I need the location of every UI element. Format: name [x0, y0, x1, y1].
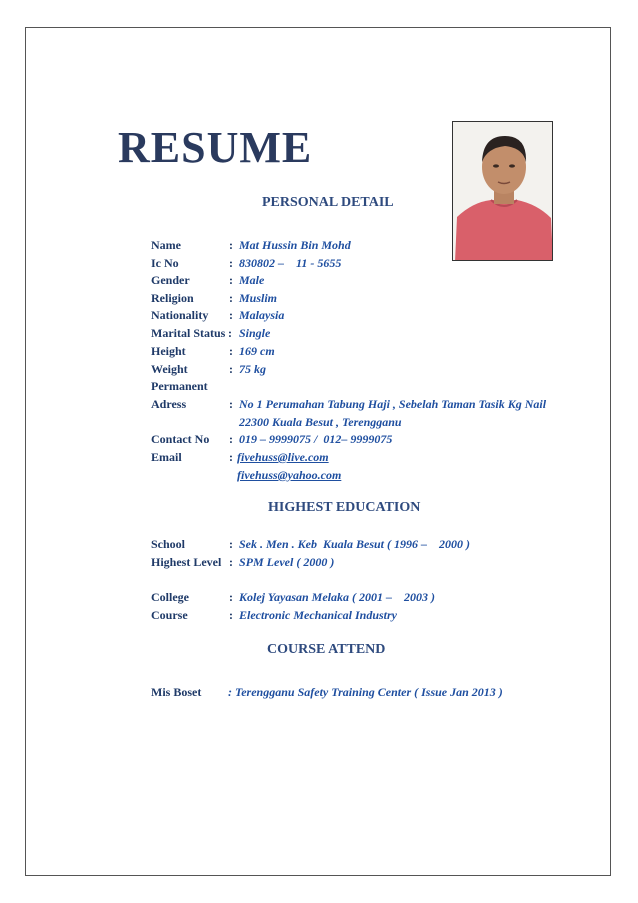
field-colon: : [229, 450, 233, 464]
field-value: Mat Hussin Bin Mohd [239, 238, 351, 252]
section-heading-course-attend: COURSE ATTEND [267, 642, 386, 657]
field-value: Malaysia [239, 308, 285, 322]
field-label: Mis Boset [151, 685, 202, 699]
field-value: Electronic Mechanical Industry [239, 608, 398, 622]
field-value: : Terengganu Safety Training Center ( Issue Jan 2013 ) [228, 685, 503, 699]
field-colon: : [229, 308, 233, 322]
field-label: Contact No [151, 432, 210, 446]
field-label: Weight [151, 362, 188, 376]
field-label: Ic No [151, 256, 179, 270]
field-colon: : [229, 238, 233, 252]
field-colon: : [229, 608, 233, 622]
field-label: School [151, 537, 186, 551]
field-colon: : [229, 555, 233, 569]
field-colon: : [229, 256, 233, 270]
resume-title: RESUME [118, 123, 313, 172]
field-value: Male [239, 273, 265, 287]
section-heading-highest-education: HIGHEST EDUCATION [268, 500, 421, 515]
field-colon: : [229, 590, 233, 604]
field-colon: : [229, 344, 233, 358]
field-colon: : [229, 432, 233, 446]
field-label: Nationality [151, 308, 209, 322]
field-label: Adress [151, 397, 187, 411]
field-value: 830802 – 11 - 5655 [239, 256, 342, 270]
field-label: Religion [151, 291, 194, 305]
section-heading-personal-detail: PERSONAL DETAIL [262, 195, 394, 210]
field-value: Sek . Men . Keb Kuala Besut ( 1996 – 2000 ) [239, 537, 471, 551]
field-colon: : [228, 326, 232, 340]
field-label: Course [151, 608, 188, 622]
field-label: College [151, 590, 189, 604]
field-value: 75 kg [239, 362, 266, 376]
field-colon: : [229, 397, 233, 411]
field-colon: : [229, 291, 233, 305]
field-colon: : [229, 273, 233, 287]
profile-photo [452, 121, 553, 261]
field-value: 169 cm [239, 344, 275, 358]
field-label: Email [151, 450, 182, 464]
address-line2: 22300 Kuala Besut , Terengganu [239, 415, 402, 429]
field-label: Highest Level [151, 555, 222, 569]
field-value: SPM Level ( 2000 ) [239, 555, 335, 569]
field-value: 019 – 9999075 / 012– 9999075 [239, 432, 393, 446]
field-colon: : [229, 362, 233, 376]
field-label: Permanent [151, 379, 208, 393]
field-label: Marital Status [151, 326, 226, 340]
field-label: Height [151, 344, 186, 358]
field-colon: : [229, 537, 233, 551]
email-link-yahoo[interactable]: fivehuss@yahoo.com [237, 468, 342, 482]
field-value: Muslim [239, 291, 278, 305]
address-line1: No 1 Perumahan Tabung Haji , Sebelah Taman Tasik Kg Nail [239, 397, 547, 411]
field-value: Single [239, 326, 271, 340]
field-value: Kolej Yayasan Melaka ( 2001 – 2003 ) [239, 590, 436, 604]
field-label: Name [151, 238, 181, 252]
field-label: Gender [151, 273, 190, 287]
email-link-live[interactable]: fivehuss@live.com [237, 450, 329, 464]
